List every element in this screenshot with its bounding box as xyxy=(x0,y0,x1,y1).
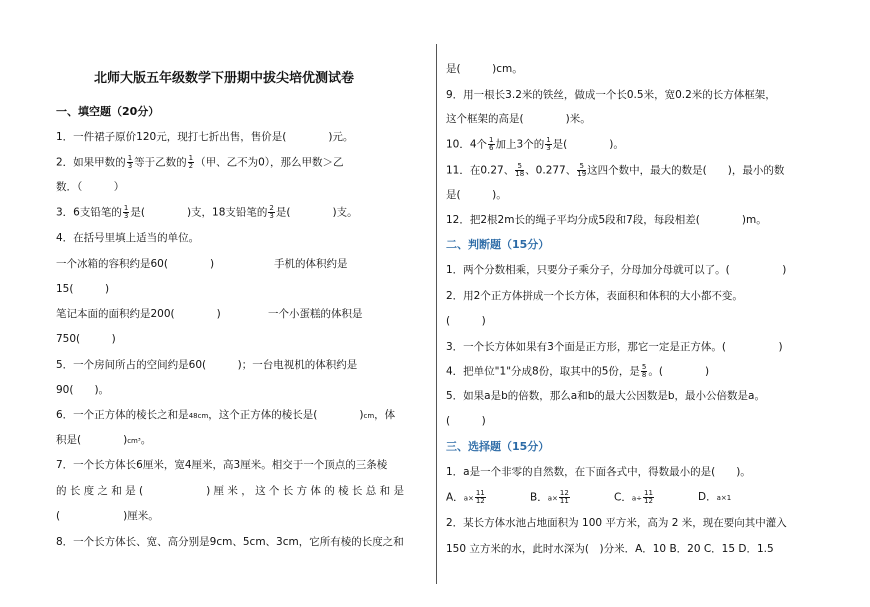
denominator: 3 xyxy=(127,162,133,170)
fraction xyxy=(515,163,524,178)
denominator: 2 xyxy=(188,162,194,170)
question-11-text: 这四个数中，最大的数是( )，最小的数 xyxy=(587,164,785,177)
choice-2-cont: 150 立方米的水，此时水深为( )分米．A．10 B．20 C．15 D．1.5 xyxy=(446,543,774,555)
question-2-text: 等于乙数的 xyxy=(134,156,187,169)
numerator: 1 xyxy=(127,154,133,162)
question-6 xyxy=(56,408,395,423)
option-expr: a÷ xyxy=(631,494,642,503)
question-8: 8．一个长方体长、宽、高分别是9cm、5cm、3cm，它所有棱的长度之和 xyxy=(56,536,404,548)
judge-4-text: 4．把单位"1"分成8份，取其中的5份，是 xyxy=(446,365,640,378)
question-2 xyxy=(56,155,344,170)
section-heading-choice: 三、选择题（15分） xyxy=(446,440,550,453)
question-11-cont: 是( )。 xyxy=(446,189,507,201)
question-10 xyxy=(446,137,624,152)
choice-1-option-d xyxy=(698,490,731,505)
option-expr: a×1 xyxy=(716,494,732,502)
fraction xyxy=(127,155,133,170)
fraction xyxy=(559,490,570,505)
denominator: 3 xyxy=(269,212,274,220)
option-label: B． xyxy=(530,491,548,504)
question-6-text: 6．一个正方体的棱长之和是 xyxy=(56,409,189,421)
judge-4 xyxy=(446,364,709,379)
denominator: 3 xyxy=(123,212,129,220)
question-4-item: 15( ) xyxy=(56,283,110,295)
question-5: 5．一个房间所占的空间约是60( )；一台电视机的体积约是 xyxy=(56,359,358,371)
question-6-text: 。 xyxy=(140,434,152,446)
fraction xyxy=(268,205,274,220)
question-11 xyxy=(446,163,784,178)
option-label: D． xyxy=(698,491,717,503)
judge-1: 1．两个分数相乘，只要分子乘分子，分母加分母就可以了。( ) xyxy=(446,264,787,276)
question-10-text: 10．4个 xyxy=(446,138,488,151)
fraction xyxy=(545,137,551,152)
judge-5: 5．如果a是b的倍数，那么a和b的最大公因数是b，最小公倍数是a。 xyxy=(446,390,765,402)
page-title: 北师大版五年级数学下册期中拔尖培优测试卷 xyxy=(94,71,355,86)
question-11-text: 、0.277、 xyxy=(525,164,577,177)
question-4: 4．在括号里填上适当的单位。 xyxy=(56,232,200,244)
question-9-cont: 这个框架的高是( )米。 xyxy=(446,113,591,125)
question-2-cont: 数．（ ） xyxy=(56,181,125,193)
question-12: 12．把2根2m长的绳子平均分成5段和7段，每段相差( )m。 xyxy=(446,214,767,226)
judge-2: 2．用2个正方体拼成一个长方体，表面积和体积的大小都不变。 xyxy=(446,290,743,302)
fraction xyxy=(188,155,194,170)
question-4-item: 手机的体积约是 xyxy=(274,258,348,270)
question-4-item: 一个小蛋糕的体积是 xyxy=(268,308,363,320)
numerator: 5 xyxy=(515,163,524,171)
question-2-text: 2．如果甲数的 xyxy=(56,156,126,169)
question-7-cont: ( )厘米。 xyxy=(56,510,159,522)
question-5-cont: 90( )。 xyxy=(56,384,110,396)
fraction xyxy=(475,490,486,505)
numerator: 1 xyxy=(489,136,494,144)
option-label: A． xyxy=(446,491,464,504)
denominator: 11 xyxy=(559,497,569,505)
denominator: 19 xyxy=(577,170,587,178)
option-expr: a× xyxy=(547,494,558,503)
question-9: 9．用一根长3.2米的铁丝，做成一个长0.5米，宽0.2米的长方体框架， xyxy=(446,89,776,101)
judge-3: 3．一个长方体如果有3个面是正方形，那它一定是正方体。( ) xyxy=(446,341,783,353)
judge-4-text: 。( ) xyxy=(648,365,710,378)
question-6-text: 积是( ) xyxy=(56,434,128,446)
choice-2: 2．某长方体水池占地面积为 100 平方米，高为 2 米，现在要向其中灌入 xyxy=(446,517,787,529)
denominator: 8 xyxy=(641,371,647,379)
numerator: 5 xyxy=(641,363,647,371)
fraction xyxy=(641,364,647,379)
numerator: 11 xyxy=(644,489,653,497)
choice-1: 1．a是一个非零的自然数，在下面各式中，得数最小的是( )。 xyxy=(446,466,751,478)
unit: cm xyxy=(363,412,375,420)
question-6-text: ，体 xyxy=(374,409,396,421)
choice-1-option-b xyxy=(530,490,571,506)
choice-1-option-a xyxy=(446,490,487,506)
numerator: 1 xyxy=(546,136,551,144)
unit: 48cm xyxy=(188,412,209,420)
denominator: 3 xyxy=(546,144,551,152)
option-expr: a× xyxy=(463,494,474,503)
choice-1-option-c xyxy=(614,490,655,506)
numerator: 2 xyxy=(269,204,274,212)
question-1: 1．一件裙子原价120元，现打七折出售，售价是( )元。 xyxy=(56,131,354,143)
denominator: 6 xyxy=(489,144,494,152)
question-3 xyxy=(56,205,358,220)
option-label: C． xyxy=(614,491,632,504)
fraction xyxy=(643,490,654,505)
question-11-text: 11．在0.27、 xyxy=(446,164,515,177)
judge-5-cont: ( ) xyxy=(446,415,486,427)
question-10-text: 加上3个的 xyxy=(495,138,545,151)
denominator: 12 xyxy=(644,497,653,505)
question-4-item: 750( ) xyxy=(56,333,116,345)
question-8-cont: 是( )cm。 xyxy=(446,63,523,75)
fraction xyxy=(123,205,129,220)
question-6-cont xyxy=(56,433,151,448)
numerator: 1 xyxy=(123,204,129,212)
column-divider xyxy=(436,44,437,584)
question-2-text: （甲、乙不为0），那么甲数＞乙 xyxy=(195,156,344,169)
question-3-text: 是( )支，18支铅笔的 xyxy=(130,206,268,219)
numerator: 5 xyxy=(577,163,586,171)
section-heading-fill: 一、填空题（20分） xyxy=(56,105,160,118)
fraction xyxy=(577,163,586,178)
question-4-item: 一个冰箱的容积约是60( ) xyxy=(56,258,215,270)
judge-2-cont: ( ) xyxy=(446,315,486,327)
numerator: 1 xyxy=(188,154,194,162)
numerator: 12 xyxy=(559,489,569,497)
numerator: 11 xyxy=(475,489,485,497)
unit: cm³ xyxy=(127,437,141,445)
question-10-text: 是( )。 xyxy=(552,138,624,151)
question-3-text: 是( )支。 xyxy=(275,206,358,219)
question-4-item: 笔记本面的面积约是200( ) xyxy=(56,308,221,320)
fraction xyxy=(488,137,494,152)
question-6-text: ，这个正方体的棱长是( ) xyxy=(208,409,364,421)
section-heading-judge: 二、判断题（15分） xyxy=(446,238,550,251)
denominator: 12 xyxy=(475,497,485,505)
question-3-text: 3．6支铅笔的 xyxy=(56,206,122,219)
denominator: 18 xyxy=(515,170,525,178)
question-7: 7．一个长方体长6厘米，宽4厘米，高3厘米。相交于一个顶点的三条棱 xyxy=(56,459,388,471)
question-7-cont: 的 长 度 之 和 是 ( ) 厘 米 ， 这 个 长 方 体 的 棱 长 总 和 是 xyxy=(56,485,404,497)
